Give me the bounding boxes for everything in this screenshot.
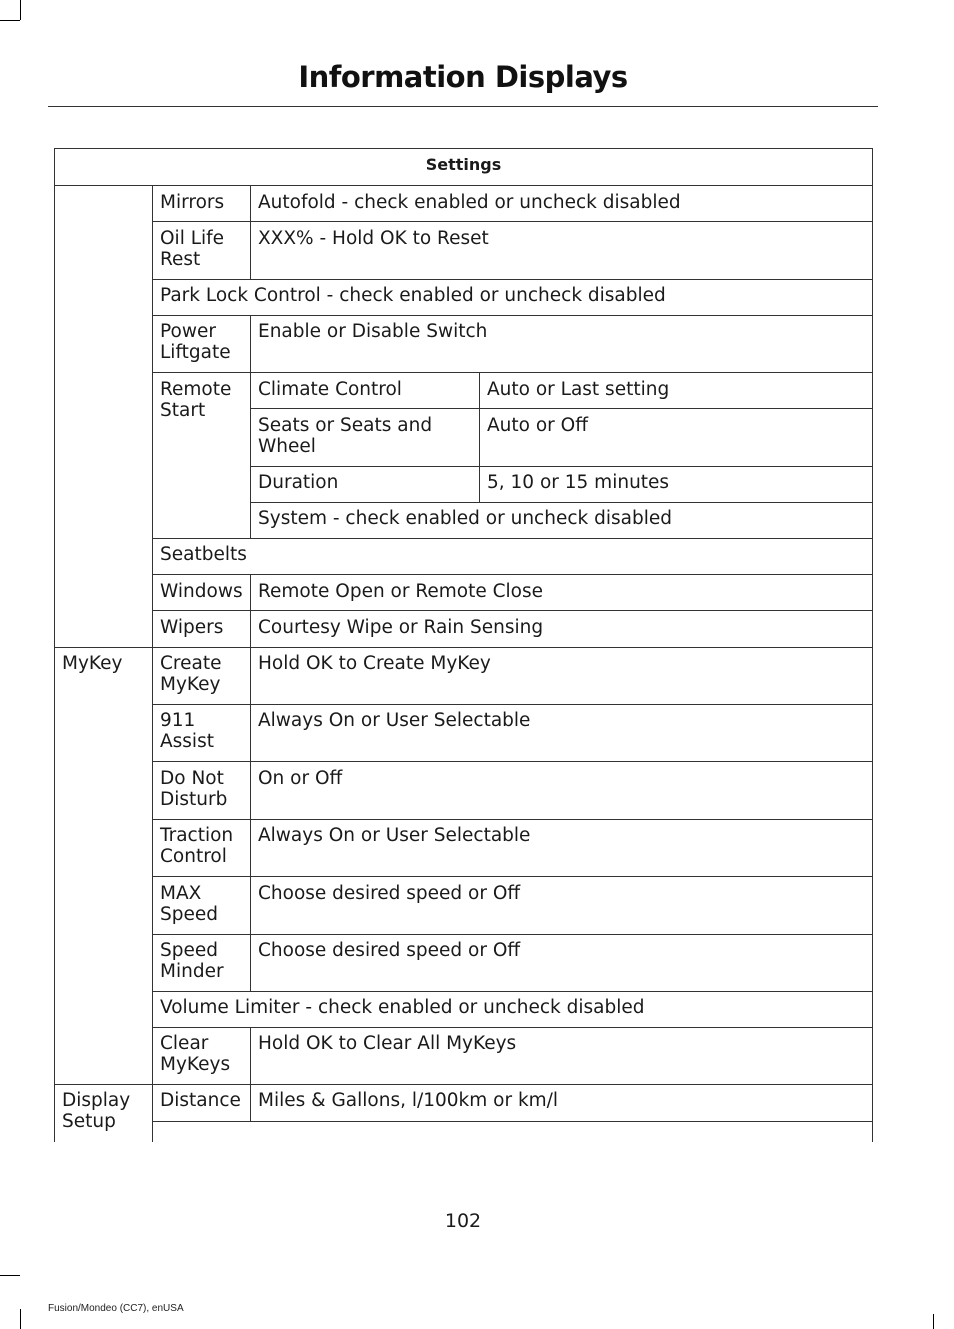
mykey-group-label: MyKey: [62, 653, 123, 674]
volume-limiter-value: Volume Limiter - check enabled or uncheck disabled: [160, 997, 645, 1018]
row-divider: [152, 538, 873, 539]
duration-value: 5, 10 or 15 minutes: [487, 472, 670, 493]
wipers-value: Courtesy Wipe or Rain Sensing: [258, 617, 544, 638]
system-value: System - check enabled or uncheck disabled: [258, 508, 672, 529]
column-divider: [250, 1027, 251, 1121]
row-divider: [152, 372, 873, 373]
assist-value: Always On or User Selectable: [258, 710, 531, 731]
row-divider: [54, 1084, 873, 1085]
column-divider: [250, 185, 251, 279]
row-divider: [152, 1027, 873, 1028]
crop-mark: [0, 1275, 20, 1276]
table-border-left: [54, 148, 55, 1142]
windows-label: Windows: [160, 581, 243, 602]
windows-value: Remote Open or Remote Close: [258, 581, 544, 602]
power-liftgate-value: Enable or Disable Switch: [258, 321, 488, 342]
column-divider: [479, 372, 480, 502]
oil-life-label: Oil Life Rest: [160, 228, 225, 270]
traction-value: Always On or User Selectable: [258, 825, 531, 846]
display-setup-group-label: Display Setup: [62, 1090, 131, 1132]
climate-control-value: Auto or Last setting: [487, 379, 670, 400]
seats-label: Seats or Seats and Wheel: [258, 415, 433, 457]
climate-control-label: Climate Control: [258, 379, 402, 400]
row-divider: [152, 991, 873, 992]
column-divider: [250, 315, 251, 538]
row-divider: [152, 761, 873, 762]
row-divider: [54, 185, 873, 186]
seats-value: Auto or Off: [487, 415, 588, 436]
page-title: Information Displays: [298, 60, 628, 94]
row-divider: [250, 502, 873, 503]
dnd-label: Do Not Disturb: [160, 768, 228, 810]
row-divider: [152, 221, 873, 222]
row-divider: [152, 819, 873, 820]
footer-text: Fusion/Mondeo (CC7), enUSA: [48, 1303, 184, 1314]
traction-label: Traction Control: [160, 825, 234, 867]
park-lock-value: Park Lock Control - check enabled or uncheck disabled: [160, 285, 666, 306]
crop-mark: [20, 0, 21, 20]
column-divider: [152, 185, 153, 1142]
speed-minder-value: Choose desired speed or Off: [258, 940, 521, 961]
distance-value: Miles & Gallons, l/100km or km/l: [258, 1090, 559, 1111]
table-heading: Settings: [425, 155, 502, 174]
row-divider: [152, 315, 873, 316]
dnd-value: On or Off: [258, 768, 343, 789]
row-divider: [152, 279, 873, 280]
power-liftgate-label: Power Liftgate: [160, 321, 231, 363]
table-border-right: [872, 148, 873, 1142]
max-speed-label: MAX Speed: [160, 883, 218, 925]
clear-mykeys-label: Clear MyKeys: [160, 1033, 231, 1075]
crop-mark: [0, 20, 20, 21]
max-speed-value: Choose desired speed or Off: [258, 883, 521, 904]
clear-mykeys-value: Hold OK to Clear All MyKeys: [258, 1033, 517, 1054]
crop-mark: [20, 1309, 21, 1329]
create-mykey-label: Create MyKey: [160, 653, 222, 695]
crop-mark: [933, 1314, 934, 1329]
duration-label: Duration: [258, 472, 339, 493]
seatbelts-value: Seatbelts: [160, 544, 247, 565]
oil-life-value: XXX% - Hold OK to Reset: [258, 228, 489, 249]
row-divider: [152, 876, 873, 877]
row-divider: [152, 574, 873, 575]
row-divider: [250, 408, 873, 409]
mirrors-label: Mirrors: [160, 192, 225, 213]
row-divider: [250, 466, 873, 467]
title-divider: [48, 106, 878, 107]
row-divider: [152, 934, 873, 935]
row-divider: [152, 1121, 873, 1122]
distance-label: Distance: [160, 1090, 241, 1111]
wipers-label: Wipers: [160, 617, 224, 638]
row-divider: [152, 704, 873, 705]
remote-start-label: Remote Start: [160, 379, 232, 421]
mirrors-value: Autofold - check enabled or uncheck disabled: [258, 192, 681, 213]
table-border-top: [54, 148, 873, 149]
page-number: 102: [444, 1210, 482, 1232]
assist-label: 911 Assist: [160, 710, 214, 752]
row-divider: [152, 610, 873, 611]
create-mykey-value: Hold OK to Create MyKey: [258, 653, 491, 674]
speed-minder-label: Speed Minder: [160, 940, 224, 982]
row-divider: [54, 647, 873, 648]
